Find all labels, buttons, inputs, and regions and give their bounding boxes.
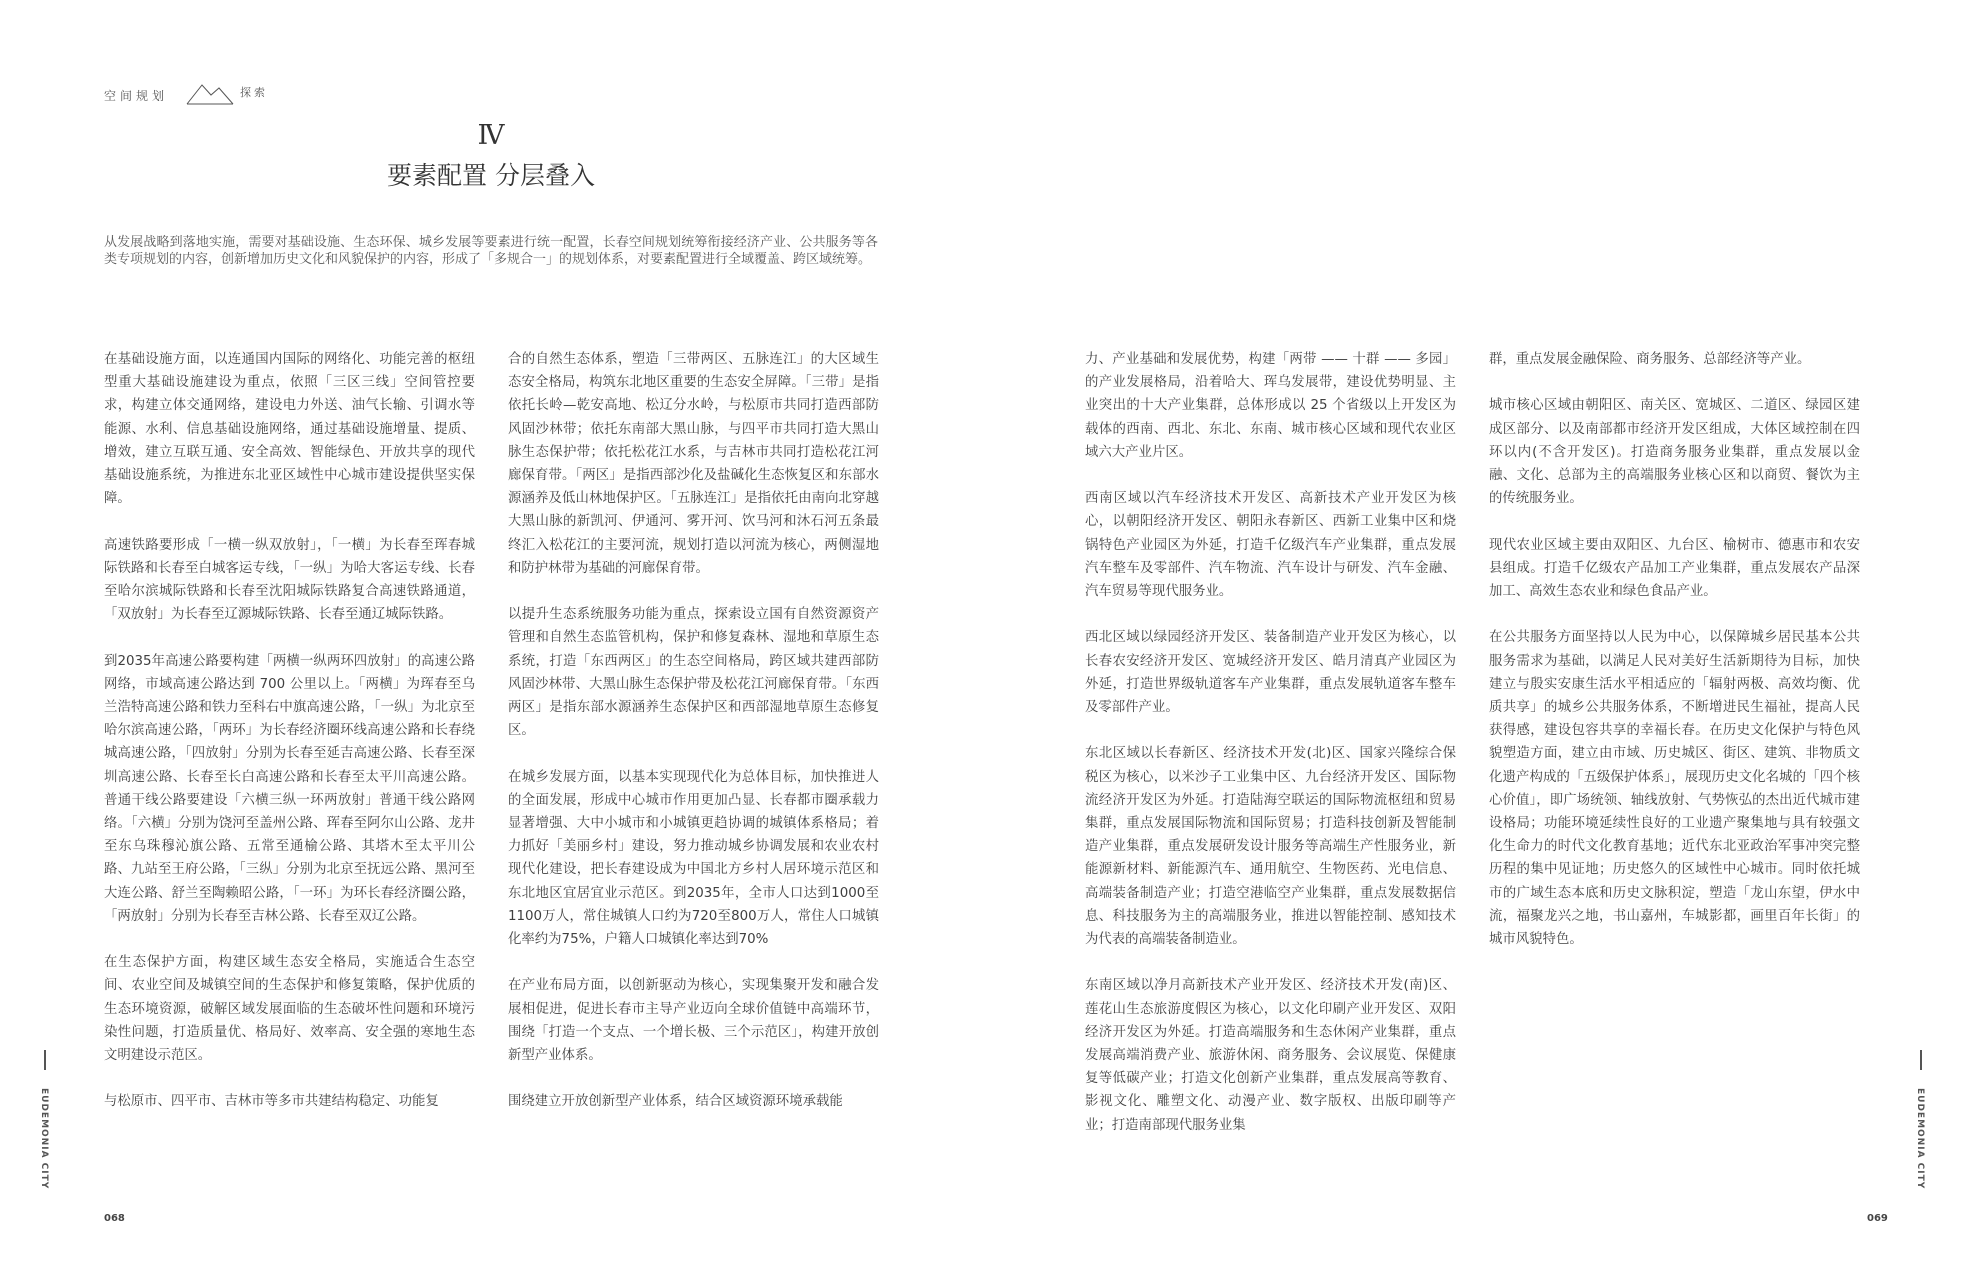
paragraph: 在产业布局方面，以创新驱动为核心，实现集聚开发和融合发展相促进，促进长春市主导产业迈向全球价值链中高端环节，围绕「打造一个支点、一个增长极、三个示范区」，构建开放创新型产业体系。 (508, 978, 879, 1064)
section-subtitle: 探索 (240, 86, 268, 99)
right-page (981, 0, 1962, 1264)
side-brand-text: EUDEMONIA CITY (1915, 1088, 1925, 1190)
paragraph: 力、产业基础和发展优势，构建「两带 —— 十群 —— 多园」的产业发展格局，沿着哈大、珲乌发展带，建设优势明显、主业突出的十大产业集群，总体形成以 25 个省级以上开发区为载体的西南、西北、东北、东南、城市核心区域和现代农业区域六大产业片区。 (1085, 352, 1456, 460)
paragraph: 围绕建立开放创新型产业体系，结合区域资源环境承载能 (508, 1094, 843, 1110)
paragraph: 合的自然生态体系，塑造「三带两区、五脉连江」的大区域生态安全格局，构筑东北地区重要的生态安全屏障。「三带」是指依托长岭—乾安高地、松辽分水岭，与松原市共同打造西部防风固沙林带；依托东南部大黑山脉，与四平市共同打造大黑山脉生态保护带；依托松花江水系，与吉林市共同打造松花江河廊保育带。「两区」是指西部沙化及盐碱化生态恢复区和东部水源涵养及低山林地保护区。「五脉连江」是指依托由南向北穿越大黑山脉的新凯河、伊通河、雾开河、饮马河和沐石河五条最终汇入松花江的主要河流，规划打造以河流为核心，两侧湿地和防护林带为基础的河廊保育带。 (508, 352, 879, 576)
page-number: 068 (104, 1213, 125, 1224)
paragraph: 现代农业区域主要由双阳区、九台区、榆树市、德惠市和农安县组成。打造千亿级农产品加工产业集群，重点发展农产品深加工、高效生态农业和绿色食品产业。 (1489, 537, 1860, 599)
section-title: 空间规划 (104, 89, 169, 103)
mountain-outline-icon (186, 82, 236, 106)
side-marker-line (44, 1050, 46, 1070)
page-number: 069 (1867, 1213, 1888, 1224)
paragraph: 高速铁路要形成「一横一纵双放射」，「一横」为长春至珲春城际铁路和长春至白城客运专线，「一纵」为哈大客运专线、长春至哈尔滨城际铁路和长春至沈阳城际铁路复合高速铁路通道，「双放射」为长春至辽源城际铁路、长春至通辽城际铁路。 (104, 537, 475, 623)
paragraph: 到2035年高速公路要构建「两横一纵两环四放射」的高速公路网络，市域高速公路达到 700 公里以上。「两横」为珲春至乌兰浩特高速公路和铁力至科右中旗高速公路，「一纵」为北京至哈尔滨高速公路，「两环」为长春经济圈环线高速公路和长春绕城高速公路，「四放射」分别为长春至延吉高速公路、长春至深圳高速公路、长春至长白高速公路和长春至太平川高速公路。普通干线公路要建设「六横三纵一环两放射」普通干线公路网络。「六横」分别为饶河至盖州公路、珲春至阿尔山公路、龙井至东乌珠穆沁旗公路、五常至通榆公路、其塔木至太平川公路、九站至王府公路，「三纵」分别为北京至抚远公路、黑河至大连公路、舒兰至陶赖昭公路，「一环」为环长春经济圈公路，「两放射」分别为长春至吉林公路、长春至双辽公路。 (104, 653, 475, 924)
paragraph: 东北区域以长春新区、经济技术开发(北)区、国家兴隆综合保税区为核心，以米沙子工业集中区、九台经济开发区、国际物流经济开发区为外延。打造陆海空联运的国际物流枢纽和贸易集群，重点发展国际物流和国际贸易；打造科技创新及智能制造产业集群，重点发展研发设计服务等高端生产性服务业，新能源新材料、新能源汽车、通用航空、生物医药、光电信息、高端装备制造产业；打造空港临空产业集群，重点发展数据信息、科技服务为主的高端服务业，推进以智能控制、感知技术为代表的高端装备制造业。 (1085, 746, 1456, 948)
paragraph: 群，重点发展金融保险、商务服务、总部经济等产业。 (1489, 352, 1811, 367)
chapter-number: Ⅳ (477, 120, 505, 151)
paragraph: 以提升生态系统服务功能为重点，探索设立国有自然资源资产管理和自然生态监管机构，保护和修复森林、湿地和草原生态系统，打造「东西两区」的生态空间格局，跨区域共建西部防风固沙林带、大黑山脉生态保护带及松花江河廊保育带。「东西两区」是指东部水源涵养生态保护区和西部湿地草原生态修复区。 (508, 607, 879, 739)
paragraph: 西南区域以汽车经济技术开发区、高新技术产业开发区为核心，以朝阳经济开发区、朝阳永春新区、西新工业集中区和烧锅特色产业园区为外延，打造千亿级汽车产业集群，重点发展汽车整车及零部件、汽车物流、汽车设计与研发、汽车金融、汽车贸易等现代服务业。 (1085, 491, 1456, 600)
left-column-1 (104, 348, 475, 1114)
paragraph: 城市核心区域由朝阳区、南关区、宽城区、二道区、绿园区建成区部分、以及南部都市经济开发区组成，大体区域控制在四环以内(不含开发区)。打造商务服务业集群，重点发展以金融、文化、总部为主的高端服务业核心区和以商贸、餐饮为主的传统服务业。 (1489, 398, 1860, 507)
intro-paragraph: 从发展战略到落地实施，需要对基础设施、生态环保、城乡发展等要素进行统一配置，长春空间规划统筹衔接经济产业、公共服务等各类专项规划的内容，创新增加历史文化和风貌保护的内容，形成了「多规合一」的规划体系，对要素配置进行全域覆盖、跨区域统筹。 (104, 235, 878, 267)
chapter-title: 要素配置 分层叠入 (387, 161, 595, 190)
right-column-2 (1489, 348, 1860, 951)
side-brand-text: EUDEMONIA CITY (39, 1088, 49, 1190)
left-column-2 (508, 348, 879, 1114)
right-column-1 (1085, 348, 1456, 1137)
paragraph: 与松原市、四平市、吉林市等多市共建结构稳定、功能复 (104, 1094, 439, 1110)
side-marker-line (1920, 1050, 1922, 1070)
paragraph: 东南区域以净月高新技术产业开发区、经济技术开发(南)区、莲花山生态旅游度假区为核心，以文化印刷产业开发区、双阳经济开发区为外延。打造高端服务和生态休闲产业集群，重点发展高端消费产业、旅游休闲、商务服务、会议展览、保健康复等低碳产业；打造文化创新产业集群，重点发展高等教育、影视文化、雕塑文化、动漫产业、数字版权、出版印刷等产业；打造南部现代服务业集 (1085, 978, 1456, 1133)
paragraph: 西北区域以绿园经济开发区、装备制造产业开发区为核心，以长春农安经济开发区、宽城经济开发区、皓月清真产业园区为外延，打造世界级轨道客车产业集群，重点发展轨道客车整车及零部件产业。 (1085, 630, 1456, 716)
paragraph: 在城乡发展方面，以基本实现现代化为总体目标，加快推进人的全面发展，形成中心城市作用更加凸显、长春都市圈承载力显著增强、大中小城市和小城镇更趋协调的城镇体系格局；着力抓好「美丽乡村」建设，努力推动城乡协调发展和农业农村现代化建设，把长春建设成为中国北方乡村人居环境示范区和东北地区宜居宜业示范区。到2035年，全市人口达到1000至1100万人，常住城镇人口约为720至800万人，常住人口城镇化率约为75%，户籍人口城镇化率达到70% (508, 769, 879, 948)
paragraph: 在公共服务方面坚持以人民为中心，以保障城乡居民基本公共服务需求为基础，以满足人民对美好生活新期待为目标，加快建立与殷实安康生活水平相适应的「辐射两极、高效均衡、优质共享」的城乡公共服务体系，不断增进民生福祉，提高人民获得感，建设包容共享的幸福长春。在历史文化保护与特色风貌塑造方面，建立由市域、历史城区、街区、建筑、非物质文化遗产构成的「五级保护体系」，展现历史文化名城的「四个核心价值」，即广场统领、轴线放射、气势恢弘的杰出近代城市建设格局；功能环境延续性良好的工业遗产聚集地与具有较强文化生命力的时代文化教育基地；近代东北亚政治军事冲突完整历程的集中见证地；历史悠久的区域性中心城市。同时依托城市的广域生态本底和历史文脉积淀，塑造「龙山东望，伊水中流，福聚龙兴之地，书山嘉州，车城影都，画里百年长街」的城市风貌特色。 (1489, 630, 1860, 948)
paragraph: 在基础设施方面，以连通国内国际的网络化、功能完善的枢纽型重大基础设施建设为重点，依照「三区三线」空间管控要求，构建立体交通网络，建设电力外送、油气长输、引调水等能源、水利、信息基础设施网络，通过基础设施增量、提质、增效，建立互联互通、安全高效、智能绿色、开放共享的现代基础设施系统，为推进东北亚区域性中心城市建设提供坚实保障。 (104, 352, 475, 507)
paragraph: 在生态保护方面，构建区域生态安全格局，实施适合生态空间、农业空间及城镇空间的生态保护和修复策略，保护优质的生态环境资源，破解区域发展面临的生态破坏性问题和环境污染性问题，打造质量优、格局好、效率高、安全强的寒地生态文明建设示范区。 (104, 955, 475, 1064)
